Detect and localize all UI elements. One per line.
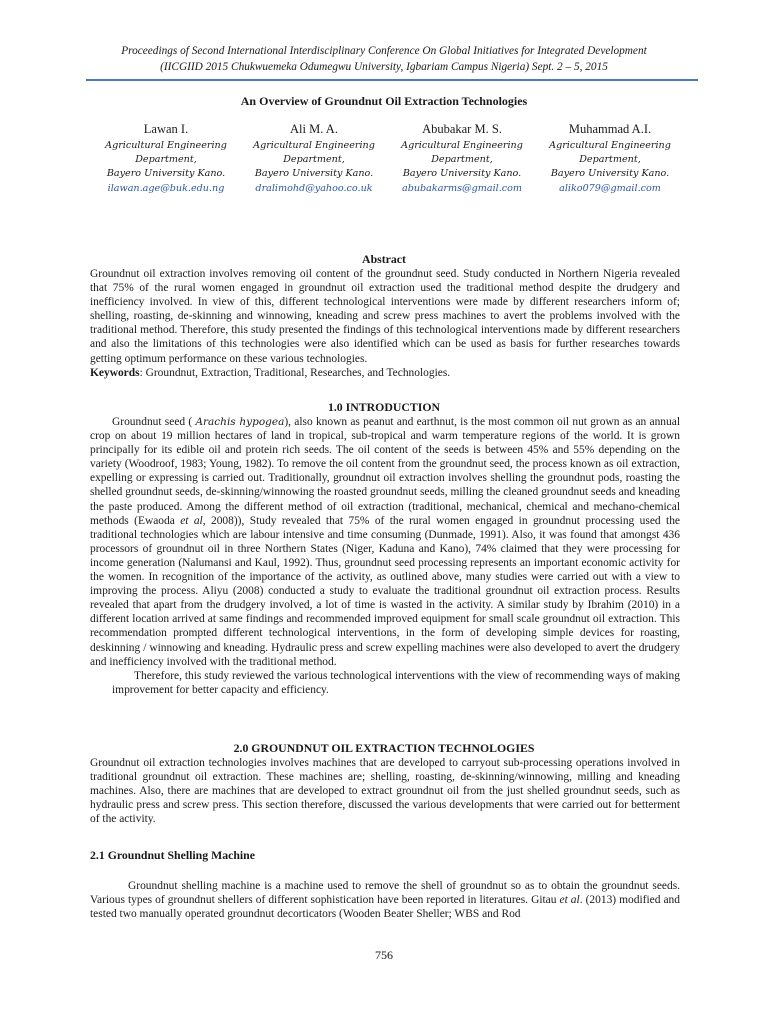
author-1 [92,121,240,196]
abstract-body [90,267,680,380]
author-dept-2: Department, [579,154,641,166]
author-university: Bayero University Kano. [106,168,226,180]
shelling-paragraph [90,879,680,921]
author-name: Abubakar M. S. [422,122,502,136]
introduction-body [90,415,680,697]
page-number: 756 [375,948,393,962]
keywords-list: : Groundnut, Extraction, Traditional, Researches, and Technologies. [139,366,451,379]
author-email-link[interactable]: aliko079@gmail.com [559,182,661,194]
intro-paragraph-1 [90,415,680,669]
author-block [92,121,684,196]
author-3 [388,121,536,196]
keywords-label: Keywords [90,366,140,379]
intro-text-a: Groundnut seed ( [112,416,196,428]
introduction-heading: 1.0 INTRODUCTION [327,400,441,414]
abstract-heading: Abstract [362,252,406,266]
intro-paragraph-2: Therefore, this study reviewed the various technological interventions with the view of recommending ways of making improvement for better capacity and efficiency. [112,669,680,696]
author-email-link[interactable]: abubakarms@gmail.com [401,182,523,194]
author-email-link[interactable]: ilawan.age@buk.edu.ng [107,182,225,194]
author-dept: Agricultural Engineering [105,140,227,151]
author-dept-2: Department, [431,154,493,166]
et-al: et al [180,514,203,527]
abstract-text: Groundnut oil extraction involves removing oil content of the groundnut seed. Study conducted in Northern Nigeria revealed that 75% of the rural women engaged in groundnut oil extraction used the traditional method despite the drudgery and inefficiency involved. In view of this, different technological interventions were made by different researchers inform of; shelling, roasting, de-skinning and winnowing, kneading and screw press machines to avert the problems involved with the traditional method. Therefore, this study presented the findings of this technological interventions made by different researchers and also the limitations of this technologies were also identified which can be used as basis for further researches towards getting optimum performance on these various technologies. [90,268,680,365]
author-university: Bayero University Kano. [402,168,522,180]
technologies-body [90,756,680,826]
author-2 [240,121,388,196]
shelling-text-b: . (2013) modified and tested two manually operated groundnut decorticators (Wooden Beater Sheller; WBS and Rod [90,894,680,921]
author-name: Lawan I. [143,122,189,136]
technologies-paragraph: Groundnut oil extraction technologies involves machines that are developed to carryout sub-processing operations involved in traditional groundnut oil extraction. These machines are; shelling, roasting, de-skinning/winnowing, milling and kneading machines. Also, there are machines that are developed to extract groundnut oil from the just shelled groundnut seeds, such as hydraulic press and screw press. This section therefore, discussed the various developments that were carried out for betterment of the activity. [90,757,680,826]
proceedings-header [60,44,708,75]
intro-text-b: ), also known as peanut and earthnut, is the most common oil nut grown as an annual crop on about 19 million hectares of land in tropical, sub-tropical and warm temperature regions of the world. It is grown principally for its edible oil and protein rich seeds. The oil content of the seeds is between 45% and 55% depending on the variety (Woodroof, 1983; Young, 1982). To remove the oil content from the groundnut seed, the process known as oil extraction, expelling or expressing is carried out. Traditionally, groundnut oil extraction involves shelling the groundnut pods, roasting the shelled groundnut seeds, de-skinning/winnowing the roasted groundnut seeds, milling the cleaned groundnut seeds and kneading the paste produced. Among the different method of oil extraction (traditional, mechanical, chemical and mechano-chemical methods (Ewaoda [90,416,680,527]
author-4 [536,121,684,196]
header-line-1: Proceedings of Second International Interdisciplinary Conference On Global Initiatives for Integrated Development [121,45,647,57]
keywords-line [90,366,680,380]
author-university: Bayero University Kano. [550,168,670,180]
shelling-body [90,879,680,921]
paper-title: An Overview of Groundnut Oil Extraction Technologies [240,94,528,108]
author-dept: Agricultural Engineering [253,140,375,151]
header-rule [86,79,698,81]
author-dept-2: Department, [283,154,345,166]
author-name: Muhammad A.I. [568,122,652,136]
shelling-text-a: Groundnut shelling machine is a machine used to remove the shell of groundnut so as to obtain the groundnut seeds. Various types of groundnut shellers of different sophistication have been reported in literatures. Gitau [90,880,680,907]
header-line-2: (IICGIID 2015 Chukwuemeka Odumegwu University, Igbariam Campus Nigeria) Sept. 2 – 5, 2015 [160,60,608,73]
author-university: Bayero University Kano. [254,168,374,180]
intro-text-c: , 2008)), Study revealed that 75% of the rural women engaged in groundnut processing used the traditional technologies which are labour intensive and time consuming (Dunmade, 1991). Also, it was found that amongst 436 processors of groundnut oil in three Northern States (Niger, Kaduna and Kano), 74% claimed that they were processing for income generation (Nalumansi and Kaul, 1992). Thus, groundnut seed processing represents an important economic activity for the women. In recognition of the importance of the activity, as outlined above, many studies were carried out with a view to improving the process. Aliyu (2008) conducted a study to evaluate the traditional groundnut oil extraction process. Results revealed that apart from the drudgery involved, a lot of time is wasted in the activity. A similar study by Ibrahim (2010) in a different location arrived at same findings and recommended improved equipment for small scale groundnut oil extraction. This recommendation prompted different technological interventions, in the form of developing simple devices for roasting, deskinning / winnowing and kneading. Hydraulic press and screw expelling machines were also developed to avert the drudgery and inefficiency involved with the traditional method. [90,514,680,668]
et-al: et al [559,894,580,907]
author-name: Ali M. A. [290,122,338,136]
author-email-link[interactable]: dralimohd@yahoo.co.uk [255,182,373,194]
author-dept-2: Department, [135,154,197,166]
author-dept: Agricultural Engineering [401,140,523,151]
shelling-heading: 2.1 Groundnut Shelling Machine [90,848,255,862]
technologies-heading: 2.0 GROUNDNUT OIL EXTRACTION TECHNOLOGIES [233,741,535,755]
author-dept: Agricultural Engineering [549,140,671,151]
scientific-name: Arachis hypogea [195,416,285,428]
